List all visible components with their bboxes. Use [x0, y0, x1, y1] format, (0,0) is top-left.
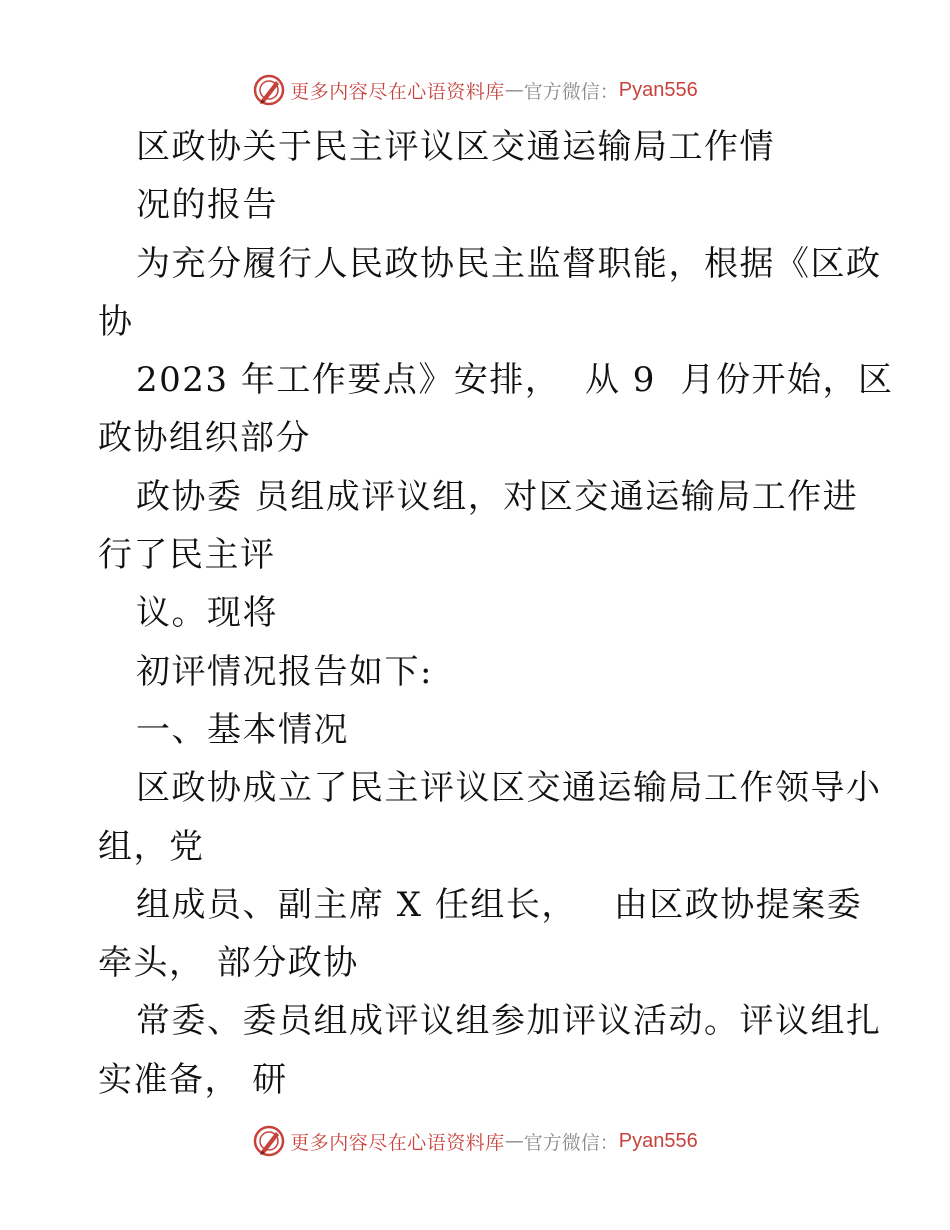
watermark-label: 官方微信： [523, 80, 619, 103]
text-line: 议。现将 [136, 593, 278, 634]
pen-logo-icon [252, 1124, 286, 1158]
watermark-site: 更多内容尽在心语资料库 [290, 80, 505, 103]
watermark-site: 更多内容尽在心语资料库 [290, 1131, 505, 1154]
text-line: 常委、委员组成评议组参加评议活动。评议组扎 [136, 1001, 882, 1042]
text-line: 组成员、副主席 X 任组长， 由区政协提案委 [136, 884, 863, 925]
pen-logo-icon [252, 73, 286, 107]
watermark-label: 官方微信： [523, 1131, 619, 1154]
text-line: 组，党 [98, 826, 205, 867]
watermark-account: Pyan556 [618, 78, 698, 101]
text-line: 为充分履行人民政协民主监督职能，根据《区政 [136, 243, 882, 284]
text-line: 区政协成立了民主评议区交通运输局工作领导小 [136, 768, 882, 809]
text-line: 协 [98, 301, 134, 342]
watermark-account: Pyan556 [618, 1129, 698, 1152]
text-line: 政协委 员组成评议组，对区交通运输局工作进 [136, 476, 859, 517]
text-line: 况的报告 [136, 185, 278, 226]
watermark-separator: — [504, 79, 524, 101]
text-line: 政协组织部分 [98, 418, 311, 459]
text-line: 区政协关于民主评议区交通运输局工作情 [136, 127, 775, 167]
watermark-banner-bottom [0, 1121, 950, 1161]
document-body [98, 118, 894, 1109]
text-line: 初评情况报告如下: [136, 651, 433, 692]
watermark-separator: — [504, 1130, 524, 1152]
text-line: 牵头， 部分政协 [98, 943, 359, 984]
text-line: 一、基本情况 [136, 709, 349, 750]
text-line: 行了民主评 [98, 535, 276, 576]
text-line: 实准备， 研 [98, 1059, 288, 1100]
text-line: 2023 年工作要点》安排， 从 9 月份开始，区 [136, 360, 894, 401]
watermark-banner-top [0, 70, 950, 110]
